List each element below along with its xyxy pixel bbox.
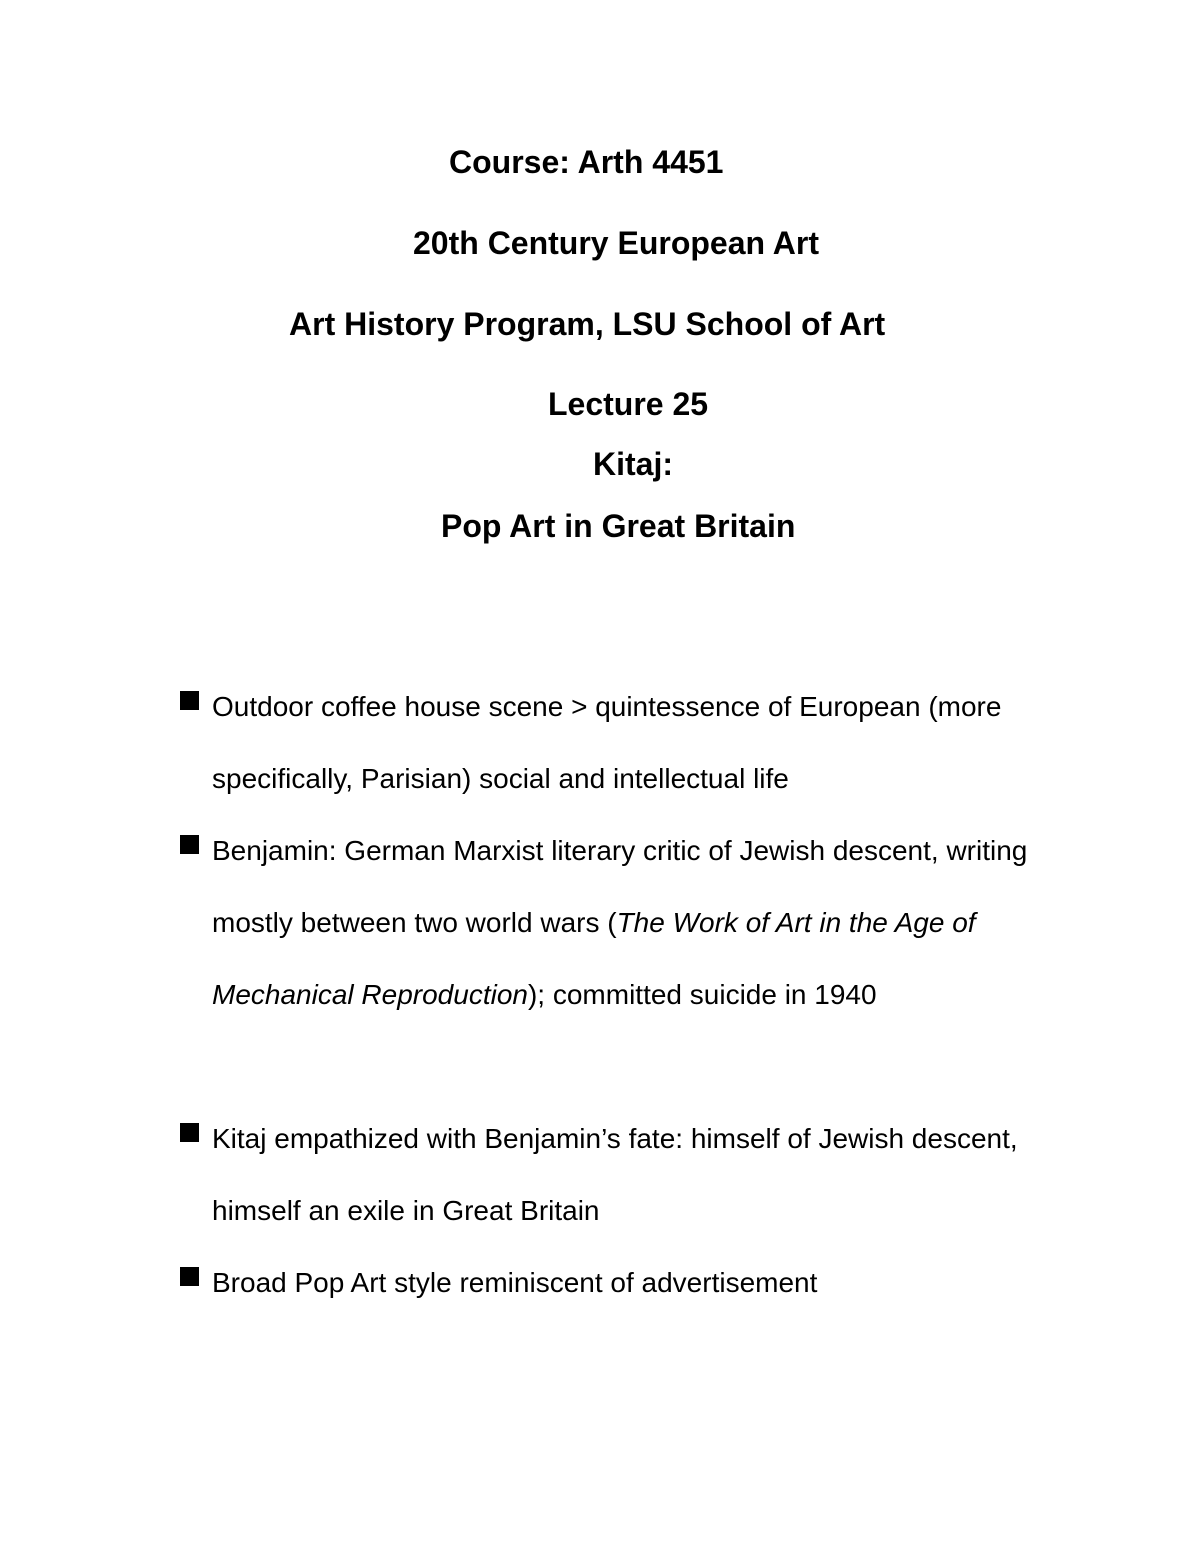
square-bullet-icon <box>180 1267 199 1286</box>
list-item <box>180 1103 1040 1247</box>
lecture-number-heading: Lecture 25 <box>548 386 709 422</box>
list-item <box>180 1247 1040 1319</box>
bullet-text: Broad Pop Art style reminiscent of advertisement <box>212 1267 818 1298</box>
course-title-heading: 20th Century European Art <box>413 225 819 261</box>
topic-heading: Pop Art in Great Britain <box>441 508 796 544</box>
list-item <box>180 815 1040 1031</box>
bullet-text-before: Benjamin: German Marxist literary critic of Jewish descent, writing mostly between two world wars ( <box>212 835 1028 938</box>
artist-heading: Kitaj: <box>593 446 673 482</box>
square-bullet-icon <box>180 835 199 854</box>
course-code-heading: Course: Arth 4451 <box>449 144 724 180</box>
book-title: The Work of Art in the Age of Mechanical Reproduction <box>212 907 976 1010</box>
square-bullet-icon <box>180 1123 199 1142</box>
square-bullet-icon <box>180 691 199 710</box>
list-item <box>180 671 1040 815</box>
bullet-text-after: ); committed suicide in 1940 <box>527 979 877 1010</box>
bullet-text <box>212 815 1040 1031</box>
bullet-text: Kitaj empathized with Benjamin’s fate: himself of Jewish descent, himself an exile in Great Britain <box>212 1123 1018 1226</box>
program-heading: Art History Program, LSU School of Art <box>289 306 886 342</box>
bullet-text: Outdoor coffee house scene > quintessence of European (more specifically, Parisian) social and intellectual life <box>212 691 1002 794</box>
